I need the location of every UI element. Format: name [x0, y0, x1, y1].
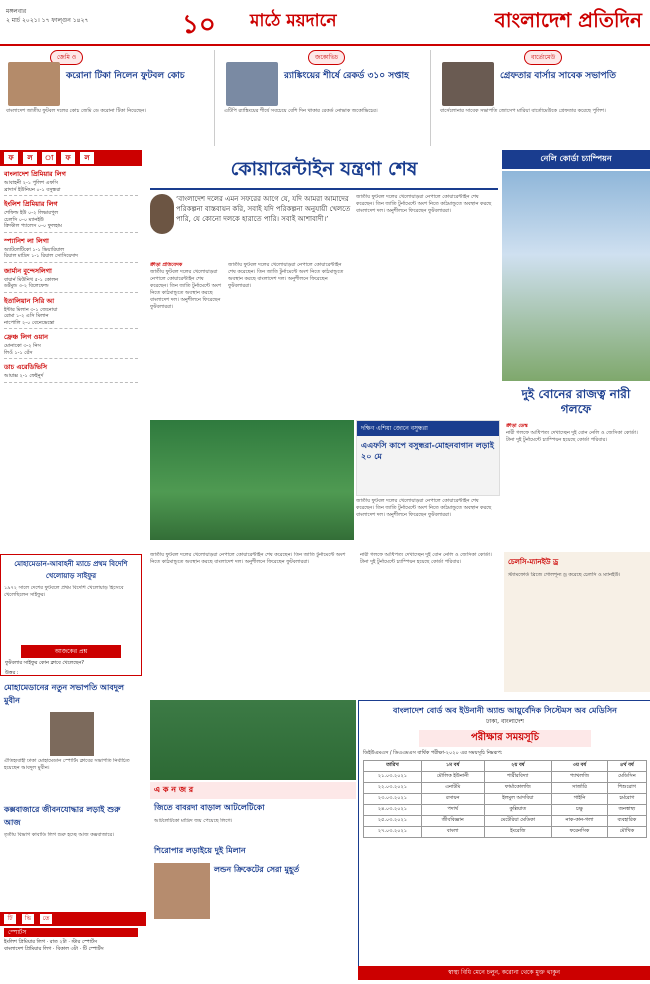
story-tag: বার্তোমেউ	[524, 50, 562, 65]
bar-letter: তে	[40, 914, 52, 924]
bar-letter: ভি	[22, 914, 34, 924]
notice-intro: ডিইউএমএস / ডিএএমএস বার্ষিক পরীক্ষা-২০২০ এর সময়সূচি নিম্নরূপ:	[363, 750, 503, 756]
league-title: বাংলাদেশ প্রিমিয়ার লিগ	[4, 170, 66, 178]
result-block	[4, 332, 138, 359]
kabaddi-story	[0, 802, 142, 902]
results-column	[0, 150, 142, 550]
table-row	[364, 805, 647, 816]
column-header: ৩য় বর্ষ	[552, 761, 608, 772]
coach-photo	[8, 62, 60, 106]
main-body	[150, 262, 222, 412]
score-line: চেলসি ০-০ ম্যানইউ	[4, 216, 44, 223]
body-text: জাতীয় ফুটবল দলের খেলোয়াড়রা নেপালে কোয়ারেন্টাইন শেষ করেছেন। তিন জাতি টুর্নামেন্টে অংশ নিতে কাঠমান্ডুতে অবস্থান করছে বাংলাদেশ দল। অনুশীলনে ফিরেছেন ফুটবলাররা।	[150, 269, 222, 310]
sidebar-text: জাতীয় ফুটবল দলের খেলোয়াড়রা নেপালে কোয়ারেন্টাইন শেষ করেছেন। তিন জাতি টুর্নামেন্টে অংশ নিতে কাঠমান্ডুতে অবস্থান করছে বাংলাদেশ দল। অনুশীলনে ফিরেছেন ফুটবলাররা।	[356, 498, 492, 518]
section-header: এ ক ন জ র	[150, 782, 356, 799]
table-cell: ইংরেজি	[484, 827, 552, 838]
table-cell: মৌখিক	[607, 827, 646, 838]
table-cell: শিশুরোগ	[607, 783, 646, 794]
story-headline: গ্রেফতার বার্সার সাবেক সভাপতি	[500, 71, 616, 81]
coach-portrait	[150, 194, 174, 234]
column-header: ৪র্থ বর্ষ	[607, 761, 646, 772]
table-cell: জনস্বাস্থ্য	[607, 805, 646, 816]
league-title: ইংলিশ প্রিমিয়ার লিগ	[4, 200, 58, 208]
table-cell: ২৪.০৩.২০২১	[364, 805, 422, 816]
score-line: ব্রাদার্স ইউনিয়ন ০-১ বসুন্ধরা	[4, 186, 61, 193]
table-cell: ২৩.০৩.২০২১	[364, 794, 422, 805]
story-text: বাংলাদেশ জাতীয় ফুটবল দলের কোচ জেমি ডে করোনা টিকা নিয়েছেন।	[6, 108, 147, 114]
table-cell: ২২.০৩.২০২১	[364, 783, 422, 794]
soccer-photo	[150, 700, 356, 780]
league-title: ডাচ এরেডিভিসি	[4, 363, 48, 371]
main-body-col3: জাতীয় ফুটবল দলের খেলোয়াড়রা নেপালে কোয়ারেন্টাইন শেষ করেছেন। তিন জাতি টুর্নামেন্টে অংশ নিতে কাঠমান্ডুতে অবস্থান করছে বাংলাদেশ দল। অনুশীলনে ফিরেছেন ফুটবলাররা।	[356, 194, 492, 214]
issue-day: মঙ্গলবার	[6, 8, 27, 15]
mid-text-block-2: নারী গলফে আধিপত্য দেখাচ্ছেন দুই বোন নেলি ও জেসিকা কোর্ডা। টানা দুই টুর্নামেন্টে চ্যাম্পিয়ন হয়েছে কোর্ডা পরিবার।	[360, 552, 492, 565]
tv-match: ইংলিশ প্রিমিয়ার লিগ	[4, 939, 45, 945]
schedule-table	[363, 760, 647, 838]
golf-column	[502, 150, 650, 550]
golf-body	[506, 423, 646, 543]
quiz-answer: উত্তর :	[5, 670, 19, 676]
page-number: ১০	[182, 10, 216, 40]
score-line: বায়ার্ন মিউনিখ ৫-১ কোলন	[4, 276, 59, 283]
table-cell: কুল্লিয়াত	[484, 805, 552, 816]
score-line: মোনাকো ৩-২ নিস	[4, 343, 41, 349]
tv-channel: টি স্পোর্টস	[82, 946, 104, 952]
story-tag: জকোভিচ	[308, 50, 345, 65]
notice-title: পরীক্ষার সময়সূচি	[419, 730, 591, 747]
notice-address: ঢাকা, বাংলাদেশ	[486, 718, 524, 725]
table-cell: প্যাথলজি	[552, 772, 608, 783]
box-body: ১৯৭২ সালে দেশের ফুটবলে প্রথম বিদেশি খেলোয়াড় হিসেবে খেলেছিলেন সাইফুর।	[4, 585, 124, 598]
score-line: নাপোলি ২-০ বেনেভেন্তো	[4, 319, 55, 326]
story-headline: মোহামেডানের নতুন সভাপতি আবদুল মুবীন	[4, 683, 124, 705]
table-cell: চর্মরোগ	[607, 794, 646, 805]
table-cell: ইলমুল আদবিয়া	[484, 794, 552, 805]
table-row	[364, 772, 647, 783]
main-body-col2: জাতীয় ফুটবল দলের খেলোয়াড়রা নেপালে কোয়ারেন্টাইন শেষ করেছেন। তিন জাতি টুর্নামেন্টে অংশ নিতে কাঠমান্ডুতে অবস্থান করছে বাংলাদেশ দল। অনুশীলনে ফিরেছেন ফুটবলাররা।	[228, 262, 344, 289]
golfer-photo	[502, 171, 650, 381]
notice-org: বাংলাদেশ বোর্ড অব ইউনানী অ্যান্ড আয়ুর্বেদিক সিস্টেমস অব মেডিসিন	[393, 706, 617, 715]
at-a-glance-section	[150, 782, 356, 972]
league-title: ফ্রেঞ্চ লিগ ওয়ান	[4, 333, 49, 341]
match-box	[504, 552, 650, 692]
issue-date-text: ২ মার্চ ২০২১। ১৭ ফাল্গুন ১৪২৭	[6, 17, 89, 24]
page-header	[0, 0, 650, 46]
tv-bar	[0, 912, 146, 926]
score-line: রিয়াল মাদ্রিদ ১-১ রিয়াল সোসিয়েদাদ	[4, 253, 79, 259]
issue-date	[6, 7, 88, 25]
president-story	[0, 680, 142, 800]
story-headline: শিরোপার লড়াইয়ে দুই মিলান	[154, 846, 246, 855]
bar-letter: ল	[23, 152, 37, 164]
tv-listings	[0, 928, 142, 953]
score-line: লিওঁ ১-১ রেঁস	[4, 349, 33, 356]
top-story-1	[0, 50, 215, 146]
byline: ক্রীড়া ডেস্ক	[506, 423, 528, 429]
body-text: নারী গলফে আধিপত্য দেখাচ্ছেন দুই বোন নেলি ও জেসিকা কোর্ডা। টানা দুই টুর্নামেন্টে চ্যাম্পিয়ন হয়েছে কোর্ডা পরিবার।	[506, 430, 638, 443]
story-text: বার্সেলোনার সাবেক সভাপতি জোসেপ মারিয়া বার্তোমেউকে গ্রেফতার করেছে পুলিশ।	[440, 108, 606, 114]
column-header: ১ম বর্ষ	[421, 761, 484, 772]
cricketer-photo	[154, 863, 210, 919]
story-headline: জিতে বাবরদা বাড়াল আটলেটিকো	[154, 803, 265, 812]
table-cell: ২৫.০৩.২০২১	[364, 816, 422, 827]
result-block	[4, 236, 138, 263]
table-row	[364, 783, 647, 794]
score-line: ইন্টার মিলান ৩-১ জেনোয়া	[4, 306, 58, 313]
player-photo	[226, 62, 278, 106]
tv-item: ইংলিশ প্রিমিয়ার লিগ · রাত ২টা · স্টার স্পোর্টস	[4, 939, 98, 945]
main-headline: কোয়ারেন্টাইন যন্ত্রণা শেষ	[150, 150, 498, 190]
quiz-title: আজকের প্রশ্ন	[21, 645, 121, 658]
pull-quote: ‘বাংলাদেশ দলের এমন সফরের আগে যে, যদি আমরা আমাদের পরিকল্পনা বাস্তবায়ন করি, সবাই যদি পরিকল্পনা অনুযায়ী খেলতে পারি, যে কোনো দলকে হারাতে পারি। সবাই আশাবাদী।’	[176, 195, 351, 223]
table-header-row	[364, 761, 647, 772]
golf-headline: দুই বোনের রাজত্ব নারী গলফে	[521, 387, 631, 416]
score-line: রোমা ১-২ এসি মিলান	[4, 313, 49, 319]
health-banner: স্বাস্থ্য বিধি মেনে চলুন, করোনা থেকে মুক্ত থাকুন	[358, 966, 650, 980]
result-block	[4, 199, 138, 233]
table-cell: মেডিসিন	[607, 772, 646, 783]
table-row	[364, 827, 647, 838]
match-headline: চেলসি-ম্যানইউ ড্র	[508, 558, 559, 566]
story-body: ঐতিহ্যবাহী ঢাকা মোহামেডান স্পোর্টিং ক্লাবের সভাপতি নির্বাচিত হয়েছেন আবদুল মুবীন।	[4, 758, 130, 771]
result-block	[4, 296, 138, 330]
bar-letter: টি	[4, 914, 16, 924]
masthead-logo: বাংলাদেশ প্রতিদিন	[494, 8, 642, 32]
table-cell: চক্ষু	[552, 805, 608, 816]
golf-header: নেলি কোর্ডা চ্যাম্পিয়ন	[502, 150, 650, 169]
byline: ক্রীড়া প্রতিবেদক	[150, 262, 183, 268]
score-line: ক্রিস্টাল প্যালেস ০-০ ফুলহাম	[4, 223, 62, 229]
table-cell: নাক-কান-গলা	[552, 816, 608, 827]
results-bar	[0, 150, 142, 166]
column-header: তারিখ	[364, 761, 422, 772]
table-cell: বাংলা	[421, 827, 484, 838]
table-cell: ফরেনসিক	[552, 827, 608, 838]
result-block	[4, 362, 138, 383]
result-block	[4, 266, 138, 293]
result-block	[4, 169, 138, 196]
table-row	[364, 794, 647, 805]
table-cell: জীববিজ্ঞান	[421, 816, 484, 827]
table-cell: রসায়ন	[421, 794, 484, 805]
table-cell: গাইনি	[552, 794, 608, 805]
sidebar-title: দক্ষিণ এশিয়া জোনে বসুন্ধরা	[357, 421, 499, 436]
table-cell: ২৭.০৩.২০২১	[364, 827, 422, 838]
president-photo	[50, 712, 94, 756]
president-photo	[442, 62, 494, 106]
story-headline: কক্সবাজারে জীবনযোদ্ধার লড়াই শুরু আজ	[4, 805, 121, 827]
story-headline: করোনা টিকা নিলেন ফুটবল কোচ	[66, 71, 185, 81]
mohammedan-box	[0, 554, 142, 676]
mid-text-block: জাতীয় ফুটবল দলের খেলোয়াড়রা নেপালে কোয়ারেন্টাইন শেষ করেছেন। তিন জাতি টুর্নামেন্টে অংশ নিতে কাঠমান্ডুতে অবস্থান করছে বাংলাদেশ দল। অনুশীলনে ফিরেছেন ফুটবলাররা।	[150, 552, 346, 565]
tv-channel: স্টার স্পোর্টস	[71, 939, 98, 945]
tv-item: বাংলাদেশ প্রিমিয়ার লিগ · বিকাল ৩টা · টি স্পোর্টস	[4, 946, 104, 952]
score-line: অ্যাটলেটিকো ১-১ ভিয়ারিয়াল	[4, 246, 65, 253]
tv-match: বাংলাদেশ প্রিমিয়ার লিগ	[4, 946, 52, 952]
top-story-2	[218, 50, 431, 146]
story-body: আটলেটিকো মাদ্রিদ জয় পেয়েছে লিগে।	[154, 818, 233, 824]
bar-letter: ফ	[4, 152, 18, 164]
top-story-3	[434, 50, 650, 146]
score-line: শেফিল্ড ইউ ০-২ লিভারপুল	[4, 210, 59, 216]
page-title: মাঠে ময়দানে	[250, 11, 337, 31]
sidebar-headline: এএফসি কাপে বসুন্ধরা-মোহনবাগান লড়াই ২০ মে	[361, 441, 494, 461]
team-photo	[150, 420, 354, 540]
league-title: স্প্যানিশ লা লিগা	[4, 236, 49, 245]
tv-time: রাত ২টা	[49, 939, 67, 945]
story-tag: জেমি ও	[50, 50, 83, 65]
box-headline: মোহামেডান-আবাহনী ম্যাচে প্রথম বিদেশি খেলোয়াড় সাইফুর	[14, 560, 128, 580]
sidebar-box	[356, 420, 500, 496]
bar-letter: ফ	[61, 152, 75, 164]
table-cell: ব্যবহারিক	[607, 816, 646, 827]
table-cell: মেটেরিয়া মেডিকা	[484, 816, 552, 827]
story-text: এটিপি র‍্যাঙ্কিংয়ের শীর্ষে সবচেয়ে বেশি দিন থাকার রেকর্ড নোভাক জকোভিচের।	[224, 108, 378, 114]
score-line: আবাহনী ২-১ পুলিশ এফসি	[4, 180, 58, 186]
sports-bar: স্পোর্টস	[4, 928, 138, 937]
league-title: ইতালিয়ান সিরি আ	[4, 296, 55, 305]
league-title: জার্মান বুন্দেসলিগা	[4, 266, 52, 275]
story-body: তৃতীয় বিভাগ কাবাডি লিগ শুরু হচ্ছে আজ কক্সবাজারে।	[4, 832, 115, 838]
tv-time: বিকাল ৩টা	[56, 946, 78, 952]
story-headline: র‍্যাঙ্কিংয়ের শীর্ষে রেকর্ড ৩১০ সপ্তাহ	[284, 71, 409, 81]
score-line: আয়াক্স ২-১ ফেইনুর্দ	[4, 373, 44, 379]
bar-letter: া	[42, 152, 56, 164]
table-cell: পদার্থ	[421, 805, 484, 816]
match-body: স্ট্যামফোর্ড ব্রিজে গোলশূন্য ড্র করেছে চেলসি ও ম্যানইউ।	[508, 572, 621, 578]
table-cell: ফার্মাকোলজি	[484, 783, 552, 794]
column-header: ২য় বর্ষ	[484, 761, 552, 772]
bar-letter: ল	[80, 152, 94, 164]
table-cell: শারীরবিদ্যা	[484, 772, 552, 783]
exam-notice	[358, 700, 650, 972]
story-headline: লন্ডন ক্রিকেটের সেরা মুহূর্ত	[214, 865, 300, 874]
quiz-question: ফুটবলার সাইফুর কোন ক্লাবে খেলেছেন?	[5, 660, 85, 666]
table-row	[364, 816, 647, 827]
table-cell: মৌলিক ইউনানী	[421, 772, 484, 783]
table-cell: ২১.০৩.২০২১	[364, 772, 422, 783]
table-cell: এনাটমি	[421, 783, 484, 794]
score-line: ডর্টমুন্ড ৩-২ বিলেফেল্ড	[4, 283, 49, 289]
table-cell: সার্জারি	[552, 783, 608, 794]
